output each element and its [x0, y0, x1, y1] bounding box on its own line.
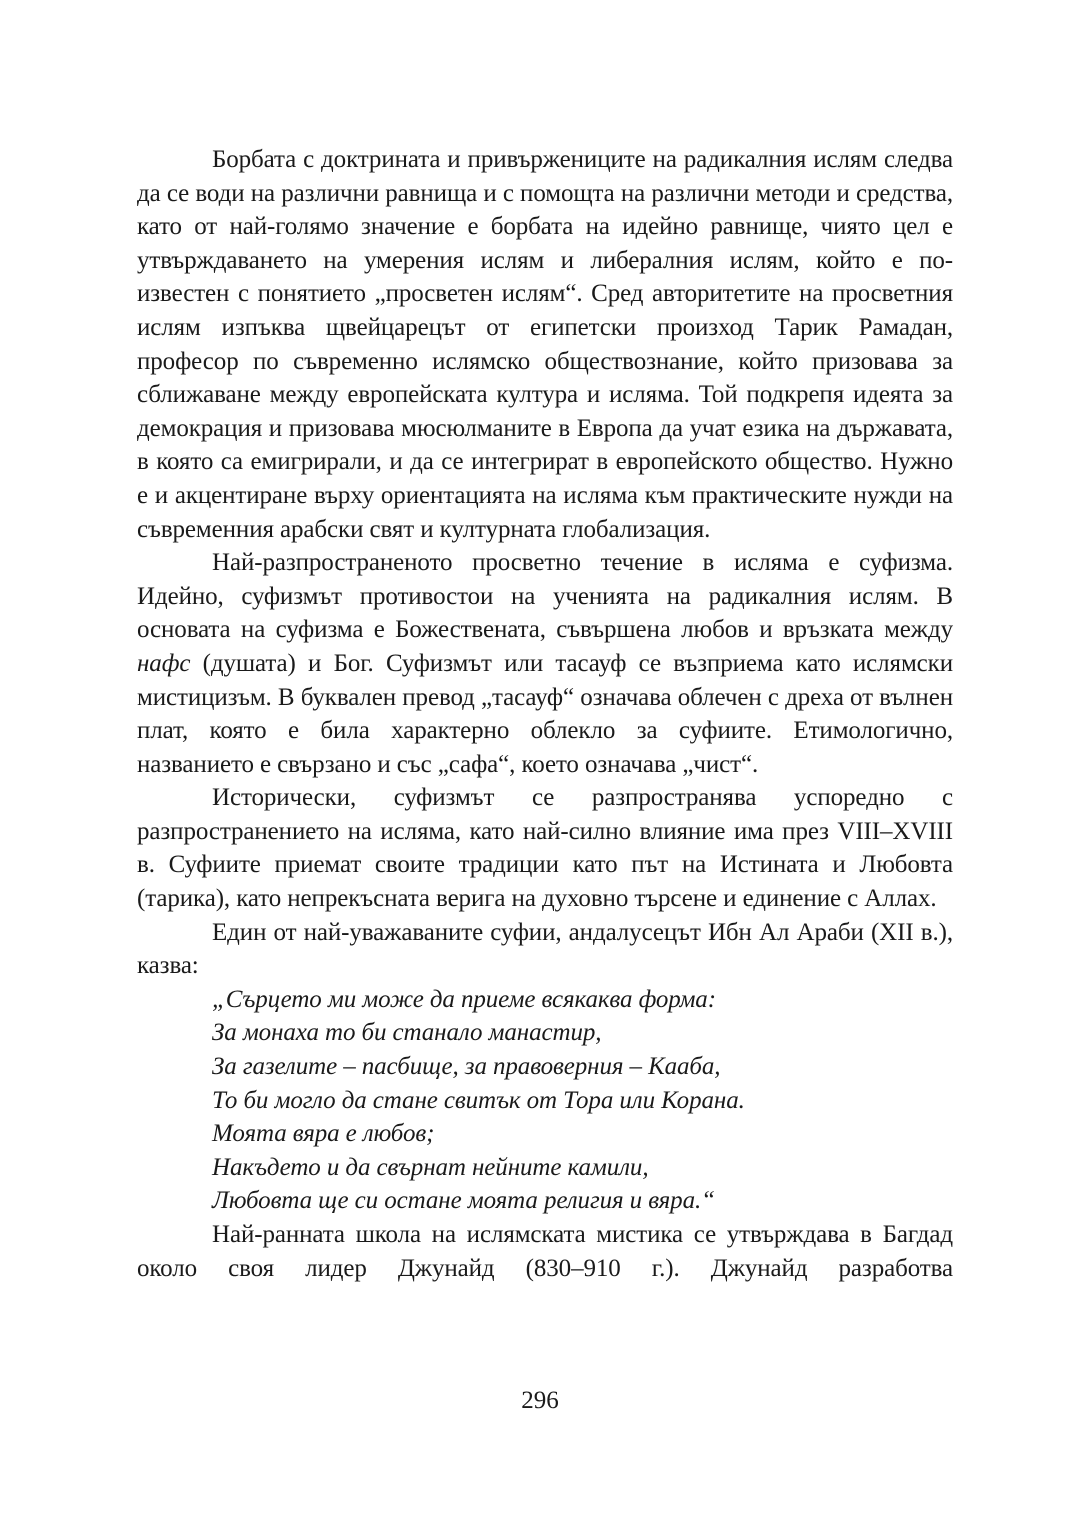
quote-line: Моята вяра е любов; [212, 1120, 435, 1148]
paragraph-ibn-arabi: Един от най-уважаваните суфии, андалусецът Ибн Ал Араби (XII в.), казва: [137, 918, 953, 980]
quote-line: „Сърцето ми може да приеме всякаква форма: [212, 985, 716, 1013]
paragraph-sufism-intro-before: Най-разпространеното просветно течение в исляма е суфизма. Идейно, суфизмът противостои на ученията на радикалния ислям. В основата на суфизма е Божествената, съвършена любов и връзката между [137, 549, 953, 644]
paragraph-sufism-intro-after: (душата) и Бог. Суфизмът или тасауф се възприема като ислямски мистицизъм. В буквален превод „тасауф“ означава облечен с дреха от вълнен плат, която е била характерно облекло за суфиите. Етимологично, названието е свързано и със „сафа“, което означава „чист“. [137, 649, 953, 778]
quote-line: То би могло да стане свитък от Тора или Корана. [212, 1086, 745, 1114]
quote-line: За монаха то би станало манастир, [212, 1019, 602, 1047]
quote-line: Любовта ще си остане моята религия и вяра.“ [212, 1187, 715, 1215]
paragraph-radical-islam: Борбата с доктрината и привържениците на радикалния ислям следва да се води на различни равнища и с помощта на различни методи и средства, като от най-голямо значение е борбата на идейно равнище, чиято цел е утвърждаването на умерения ислям и либералния ислям, който е по-известен с понятието „просветен ислям“. Сред авторитетите на просветния ислям изпъква щвейцарецът от египетски произход Тарик Рамадан, професор по съвременно ислямско обществознание, който призовава за сближаване между европейската култура и исляма. Той подкрепя идеята за демокрация и призовава мюсюлманите в Европа да учат езика на държавата, в която са емигрирали, и да се интегрират в европейското общество. Нужно е и акцентиране върху ориентацията на исляма към практическите нужди на съвременния арабски свят и културната глобализация. [137, 146, 953, 543]
poem-quote [137, 983, 953, 1218]
quote-line: Накъдето и да свърнат нейните камили, [212, 1153, 649, 1181]
paragraph-sufism-history: Исторически, суфизмът се разпространява успоредно с разпространението на исляма, като най-силно влияние има през VIII–XVIII в. Суфиите приемат своите традиции като път на Истината и Любовта (тарика), като непрекъсната верига на духовно търсене и единение с Аллах. [137, 784, 953, 913]
page-number: 296 [521, 1387, 559, 1414]
quote-line: За газелите – пасбище, за правоверния – Кааба, [212, 1053, 721, 1081]
term-nafs: нафс [137, 649, 191, 677]
page-body [137, 143, 953, 1285]
paragraph-baghdad-school: Най-ранната школа на ислямската мистика се утвърждава в Багдад около своя лидер Джунайд (830–910 г.). Джунайд разработва [137, 1221, 953, 1282]
paragraph-sufism-intro [137, 546, 953, 781]
